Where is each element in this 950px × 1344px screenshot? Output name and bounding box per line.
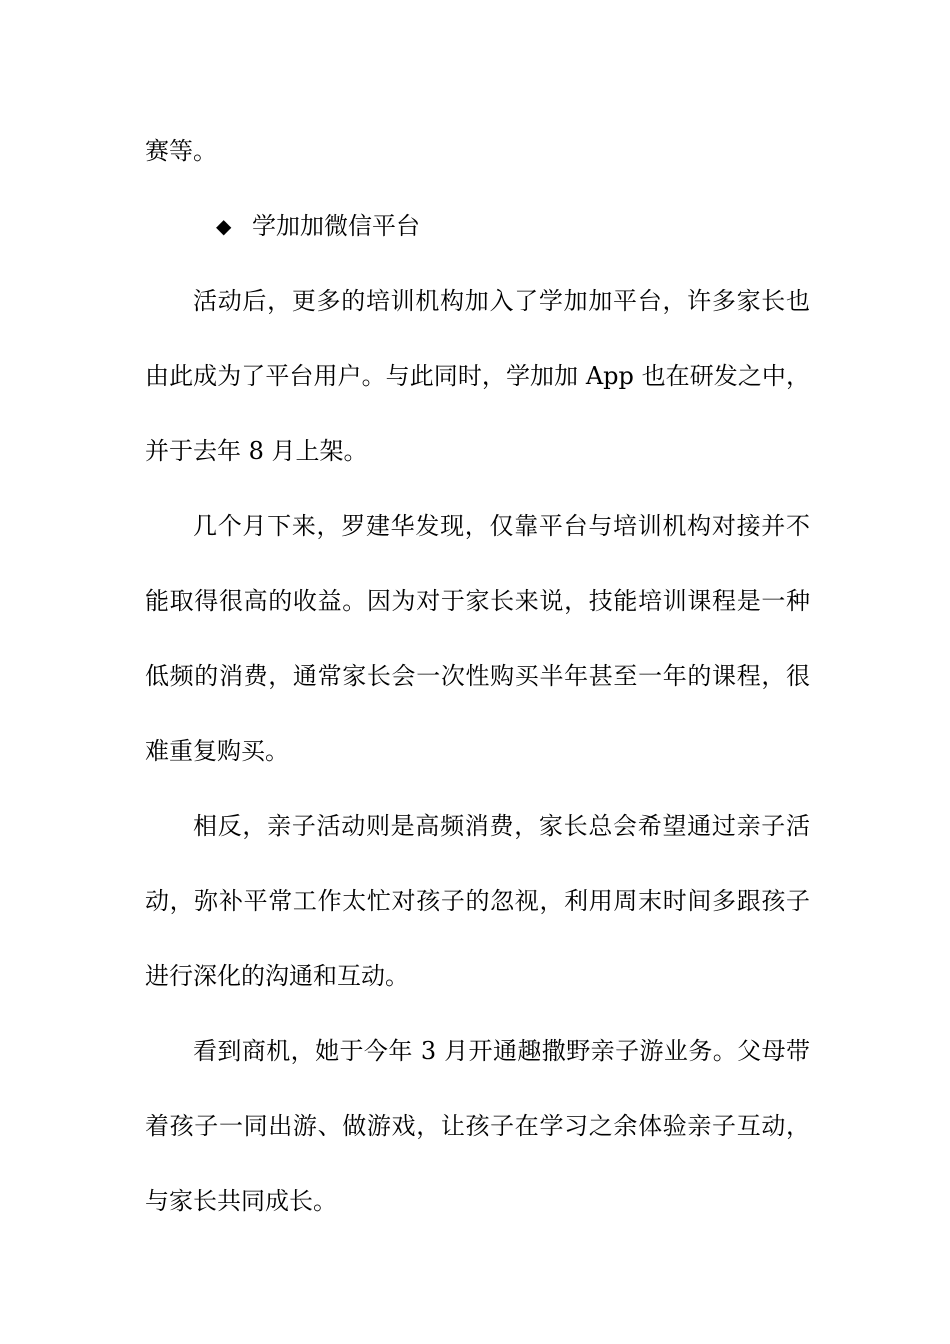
paragraph-line: 赛等。	[145, 137, 217, 165]
paragraph-line: 着孩子一同出游、做游戏，让孩子在学习之余体验亲子互动，	[145, 1112, 810, 1140]
paragraph-line: 动，弥补平常工作太忙对孩子的忽视，利用周末时间多跟孩子	[145, 887, 810, 915]
paragraph-line: 进行深化的沟通和互动。	[145, 962, 409, 990]
paragraph-line: 低频的消费，通常家长会一次性购买半年甚至一年的课程，很	[145, 662, 810, 690]
paragraph-line: 相反，亲子活动则是高频消费，家长总会希望通过亲子活	[193, 812, 810, 840]
paragraph-line: 难重复购买。	[145, 737, 289, 765]
paragraph-line: 与家长共同成长。	[145, 1187, 337, 1215]
paragraph-line: 能取得很高的收益。因为对于家长来说，技能培训课程是一种	[145, 587, 810, 615]
paragraph-line: 活动后，更多的培训机构加入了学加加平台，许多家长也	[193, 287, 810, 315]
paragraph-line: 并于去年 8 月上架。	[145, 437, 368, 465]
diamond-bullet-icon: ◆	[216, 214, 232, 238]
paragraph-line: 看到商机，她于今年 3 月开通趣撒野亲子游业务。父母带	[193, 1037, 810, 1065]
paragraph-line: 由此成为了平台用户。与此同时，学加加 App 也在研发之中，	[145, 362, 810, 390]
paragraph-line: 几个月下来，罗建华发现，仅靠平台与培训机构对接并不	[193, 512, 810, 540]
section-heading: 学加加微信平台	[252, 212, 420, 240]
